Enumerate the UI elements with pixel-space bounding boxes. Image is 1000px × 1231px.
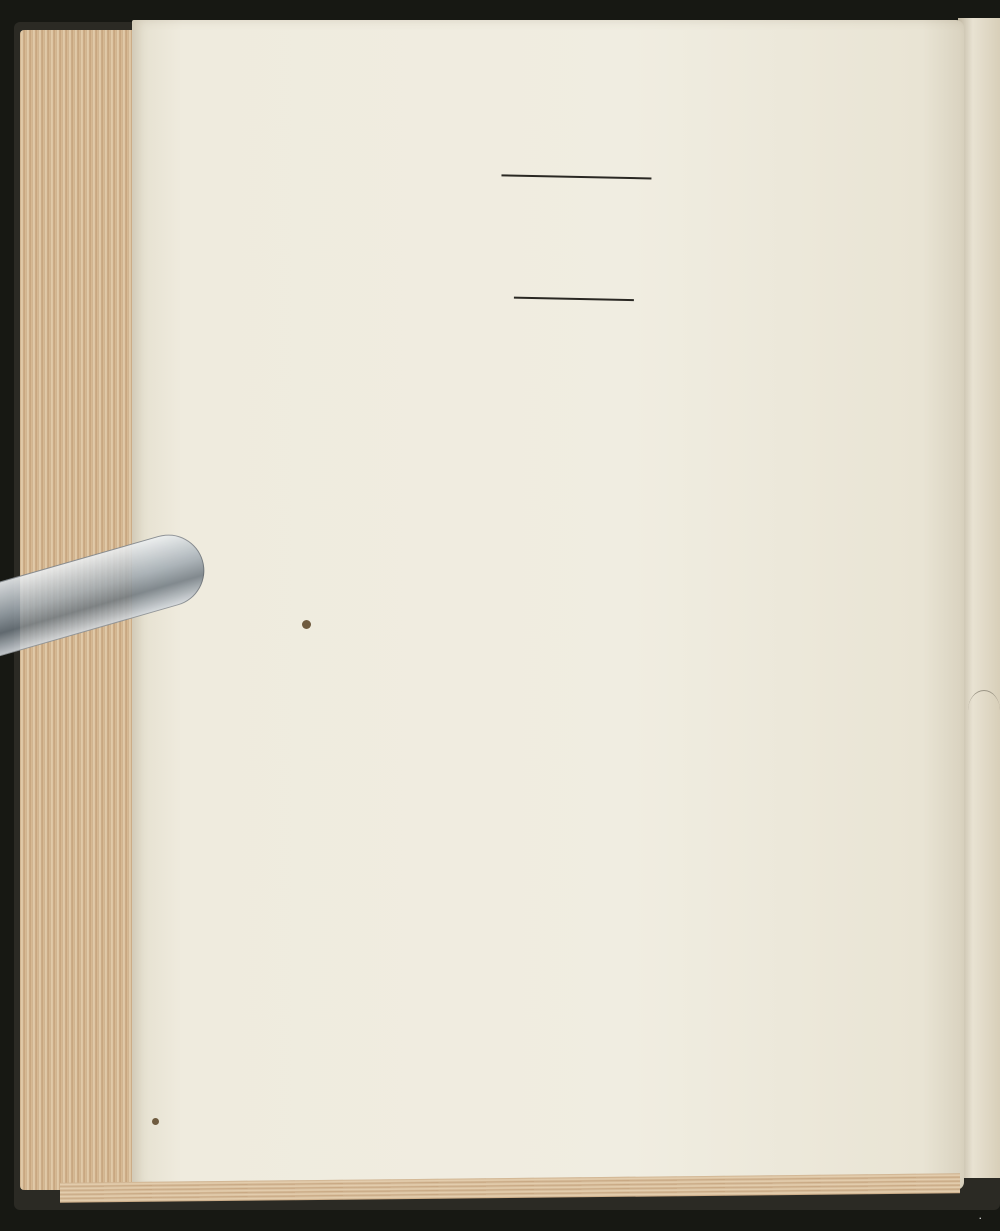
page-text [241, 100, 907, 431]
stage-direction [247, 106, 908, 157]
binding-thread [968, 690, 1000, 731]
page-stack-edge-right [958, 18, 1000, 1178]
ink-spot [152, 1118, 159, 1125]
speaker-name [241, 380, 242, 417]
scene-divider [514, 297, 634, 302]
digitization-footer: · [978, 1212, 982, 1225]
ink-spot [302, 620, 311, 629]
section-divider [501, 174, 651, 179]
